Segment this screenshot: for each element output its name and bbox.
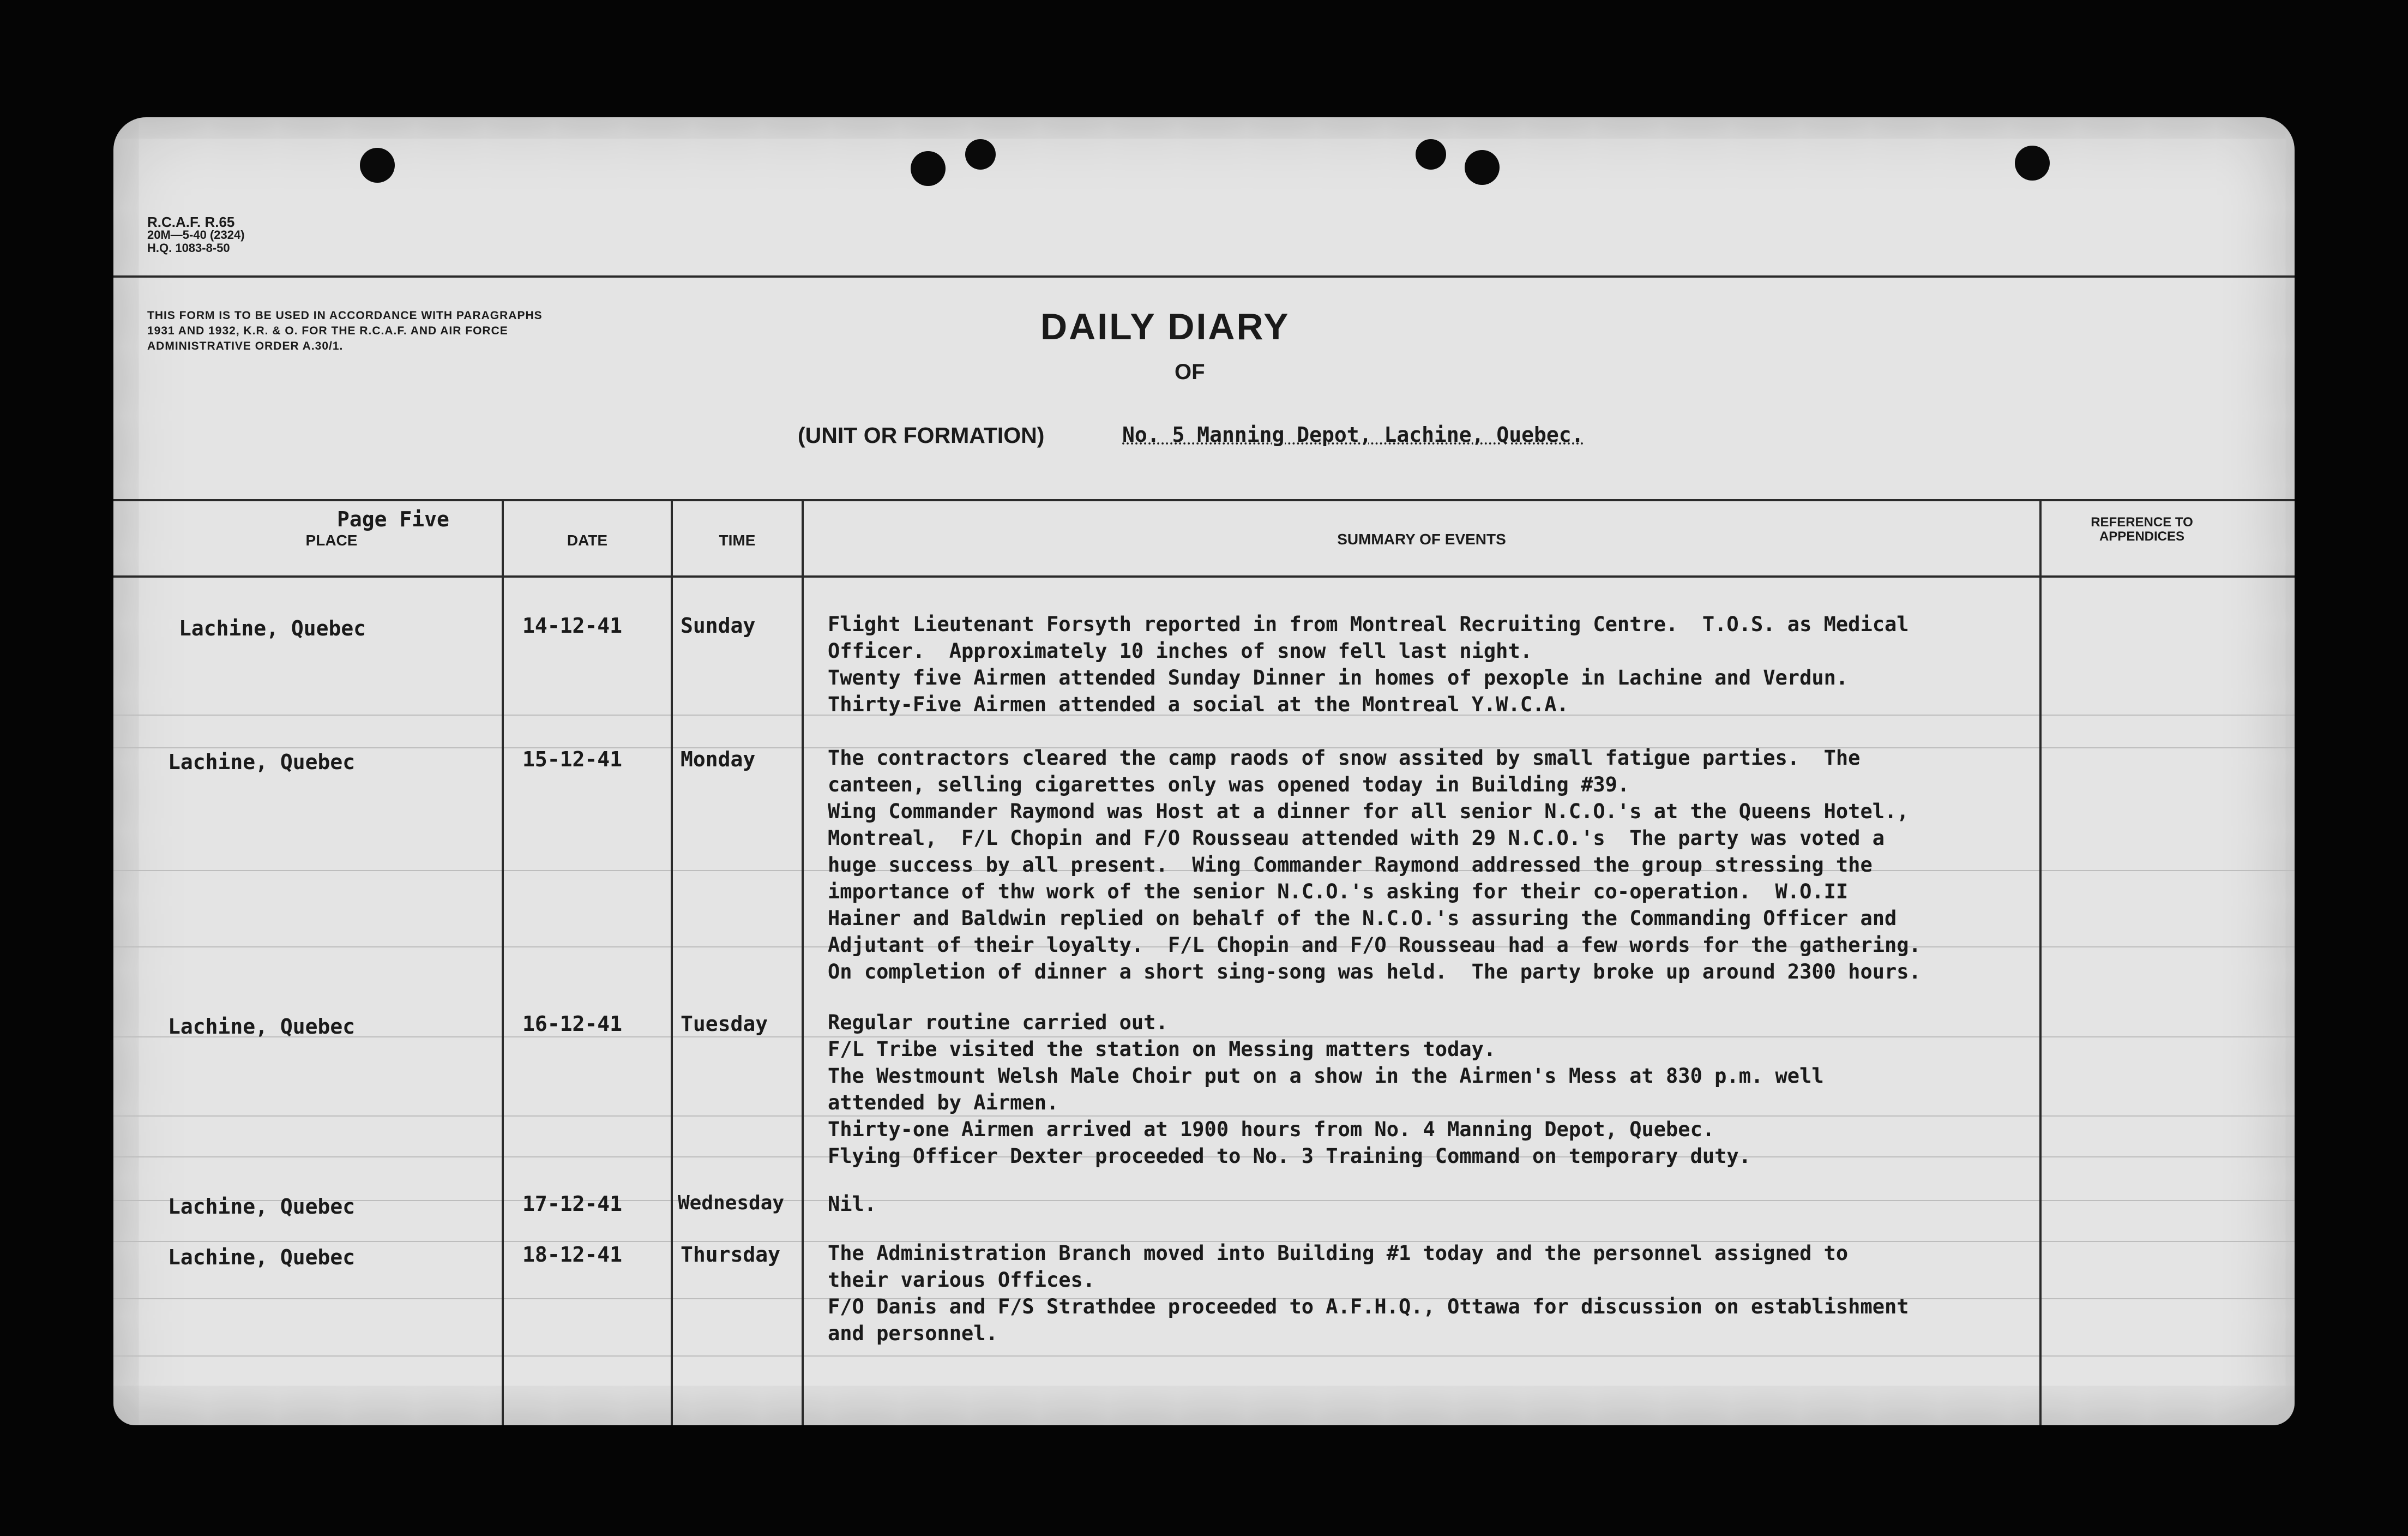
- entry-summary: Nil.: [828, 1192, 877, 1216]
- column-divider: [671, 499, 673, 1425]
- page-title: DAILY DIARY: [1040, 306, 1290, 347]
- unit-value: No. 5 Manning Depot, Lachine, Quebec.: [1122, 423, 1584, 447]
- column-header-place: PLACE: [305, 532, 358, 549]
- punch-hole: [360, 148, 395, 183]
- entry-day: Wednesday: [678, 1192, 785, 1214]
- ruled-line: [113, 1355, 2295, 1357]
- column-header-date: DATE: [567, 532, 608, 549]
- table-header-rule: [113, 575, 2295, 578]
- entry-place: Lachine, Quebec: [168, 1195, 356, 1219]
- column-header-time: TIME: [719, 532, 756, 549]
- column-divider: [502, 499, 504, 1425]
- entry-day: Monday: [681, 747, 756, 771]
- entry-place: Lachine, Quebec: [168, 1015, 356, 1039]
- entry-summary: The Administration Branch moved into Building #1 today and the personnel assigned to their various Offices. F/O Danis and F/S Strathdee proceeded to A.F.H.Q., Ottawa for discussion on establishment and personnel.: [828, 1241, 1909, 1345]
- title-of: OF: [1175, 360, 1205, 384]
- entry-date: 14-12-41: [522, 614, 623, 638]
- punch-hole: [911, 151, 946, 186]
- diary-page: [113, 117, 2295, 1425]
- table-top-rule: [113, 499, 2295, 501]
- entry-day: Sunday: [681, 614, 756, 638]
- entry-place: Lachine, Quebec: [168, 1245, 356, 1269]
- form-code-line: H.Q. 1083-8-50: [147, 241, 230, 255]
- column-header-reference: REFERENCE TO APPENDICES: [2091, 515, 2193, 544]
- punch-hole: [1416, 139, 1446, 170]
- entry-summary: Regular routine carried out. F/L Tribe visited the station on Messing matters today. The Westmount Welsh Male Choir put on a show in the Airmen's Mess at 830 p.m. well attended by Airmen. Thirty-one Airmen arrived at 1900 hours from No. 4 Manning Depot, Quebec. Flying Officer Dexter proceeded to No. 3 Training Command on temporary duty.: [828, 1011, 1824, 1168]
- page-number: Page Five: [337, 507, 449, 531]
- entry-place: Lachine, Quebec: [168, 750, 356, 774]
- entry-date: 15-12-41: [522, 747, 623, 771]
- form-usage-notice: THIS FORM IS TO BE USED IN ACCORDANCE WITH PARAGRAPHS 1931 AND 1932, K.R. & O. FOR THE R.C.A.F. AND AIR FORCE ADMINISTRATIVE ORDER A.30/1.: [147, 309, 543, 352]
- form-code-line: R.C.A.F. R.65: [147, 214, 235, 230]
- form-code-line: 20M—5-40 (2324): [147, 228, 245, 242]
- punch-hole: [2015, 146, 2050, 181]
- column-divider: [802, 499, 804, 1425]
- entry-date: 16-12-41: [522, 1012, 623, 1036]
- header-rule-top: [113, 275, 2295, 278]
- entry-day: Tuesday: [681, 1012, 768, 1036]
- entry-summary: The contractors cleared the camp raods of snow assited by small fatigue parties. The canteen, selling cigarettes only was opened today in Building #39. Wing Commander Raymond was Host at a dinner for all senior N.C.O.'s at the Queens Hotel., Montreal, F/L Chopin and F/O Rousseau attended with 29 N.C.O.'s The party was voted a huge success by all present. Wing Commander Raymond addressed the group stressing the importance of thw work of the senior N.C.O.'s asking for their co-operation. W.O.II Hainer and Baldwin replied on behalf of the N.C.O.'s assuring the Commanding Officer and Adjutant of their loyalty. F/L Chopin and F/O Rousseau had a few words for the gathering. On completion of dinner a short sing-song was held. The party broke up around 2300 hours.: [828, 746, 1921, 983]
- entry-date: 18-12-41: [522, 1243, 623, 1267]
- entry-place: Lachine, Quebec: [179, 616, 366, 640]
- punch-hole: [965, 139, 996, 170]
- form-code: [147, 215, 245, 255]
- entry-day: Thursday: [681, 1243, 781, 1267]
- entry-date: 17-12-41: [522, 1192, 623, 1216]
- column-header-summary: SUMMARY OF EVENTS: [1337, 531, 1506, 548]
- punch-hole: [1465, 150, 1500, 185]
- entry-summary: Flight Lieutenant Forsyth reported in from Montreal Recruiting Centre. T.O.S. as Medical Officer. Approximately 10 inches of snow fell last night. Twenty five Airmen attended Sunday Dinner in homes of pexople in Lachine and Verdun. Thirty-Five Airmen attended a social at the Montreal Y.W.C.A.: [828, 613, 1909, 716]
- unit-label: (UNIT OR FORMATION): [798, 423, 1045, 448]
